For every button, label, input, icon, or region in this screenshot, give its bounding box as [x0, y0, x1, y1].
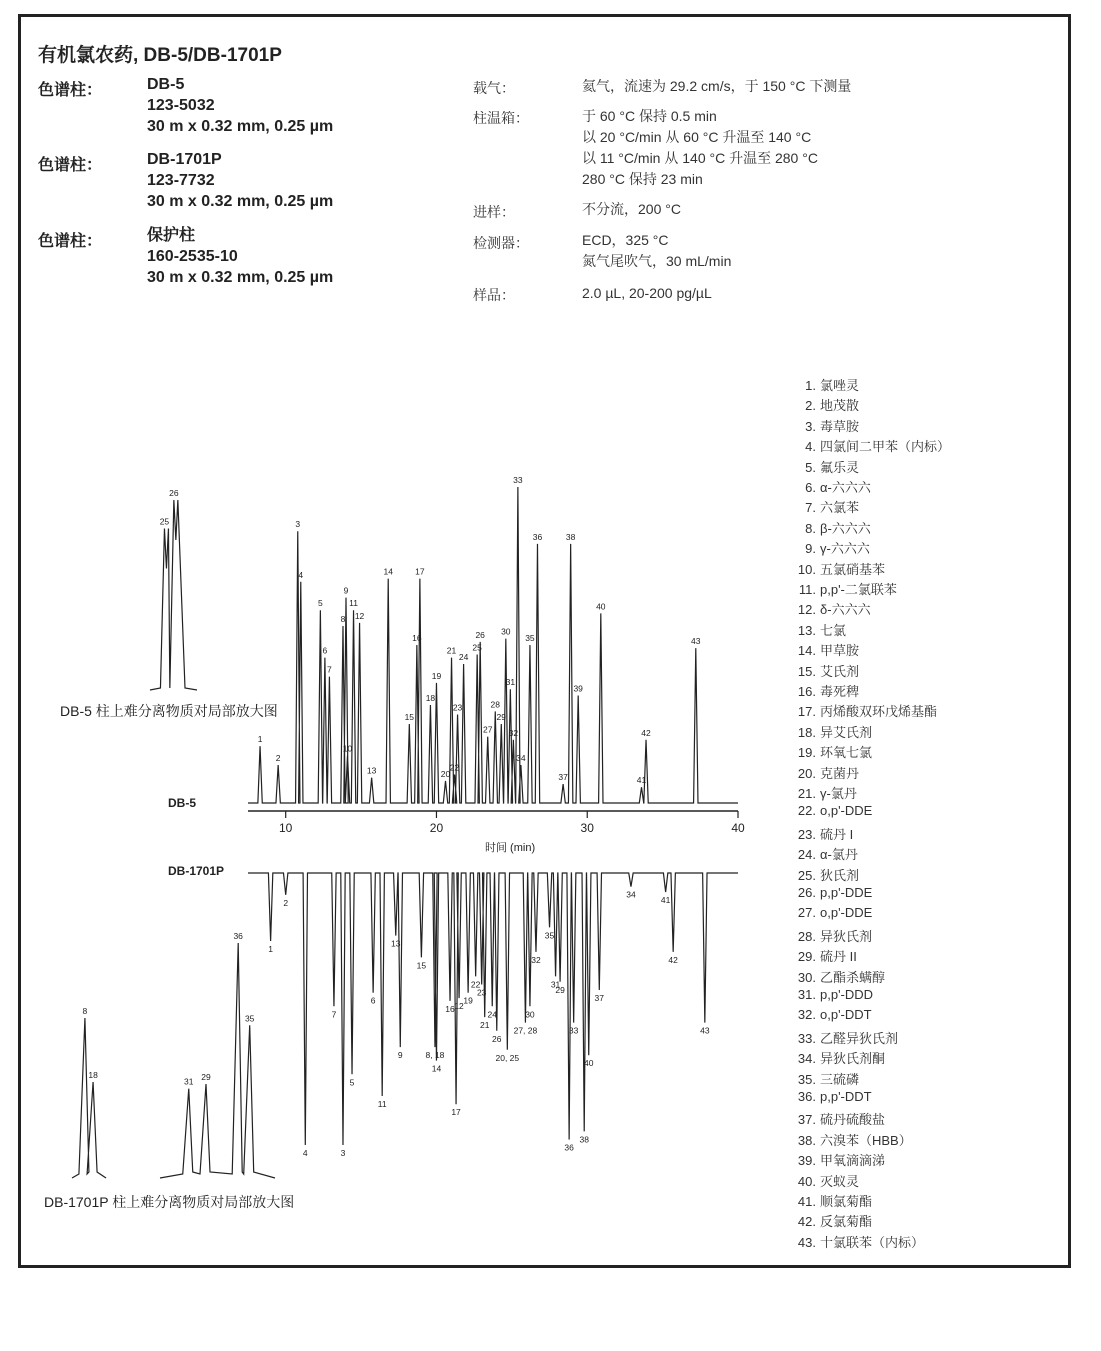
db1701p-peak-label: 41	[660, 895, 671, 906]
db5-peak-label: 16	[412, 633, 422, 643]
legend-number: 15.	[797, 663, 816, 679]
db1701p-peak-label: 11	[377, 1099, 387, 1110]
legend-item	[788, 620, 846, 640]
legend-item	[788, 701, 937, 721]
legend-item	[788, 416, 859, 436]
legend-item	[788, 395, 859, 415]
legend-number: 43.	[797, 1234, 816, 1250]
db1701p-peak-label: 36	[564, 1142, 574, 1153]
legend-compound-name: 艾氏剂	[820, 663, 860, 679]
db1701p-peak-label: 13	[391, 938, 401, 949]
legend-item	[788, 579, 897, 599]
column-label-1: 色谱柱：	[38, 82, 103, 99]
db1701p-inset-peak-label: 36	[233, 931, 243, 941]
legend-item	[788, 1048, 885, 1068]
db1701p-peak-label: 8, 18	[425, 1050, 445, 1061]
condition-line: 以 11 °C/min 从 140 °C 升温至 280 °C	[582, 150, 818, 166]
column-name: 保护柱	[147, 227, 196, 244]
db1701p-peak-label: 38	[579, 1134, 589, 1145]
legend-item	[788, 599, 871, 619]
legend-number: 34.	[797, 1051, 816, 1067]
db5-peak-label: 17	[415, 566, 425, 577]
legend-number: 32.	[797, 1007, 816, 1023]
legend-item	[788, 1191, 872, 1211]
legend-number: 19.	[797, 745, 816, 761]
db1701p-inset-caption: DB-1701P 柱上难分离物质对局部放大图	[44, 1194, 295, 1210]
column-part-number: 123-5032	[147, 97, 215, 114]
legend-compound-name: 甲草胺	[820, 643, 860, 659]
db5-peak-label: 26	[475, 629, 485, 640]
legend-item	[788, 681, 859, 701]
db5-peak-label: 12	[354, 610, 365, 621]
db5-peak-label: 20	[440, 768, 451, 779]
db5-peak-label: 28	[490, 699, 500, 710]
db1701p-peak-label: 33	[568, 1025, 579, 1036]
legend-compound-name: 四氯间二甲苯（内标）	[820, 439, 951, 455]
db1701p-peak-label: 40	[584, 1058, 594, 1069]
db5-peak-label: 10	[342, 743, 353, 754]
db1701p-peak-label: 7	[331, 1009, 337, 1020]
legend-item	[788, 518, 871, 538]
legend-item	[788, 477, 871, 497]
legend-number: 11.	[798, 582, 816, 597]
db1701p-peak-label: 30	[525, 1009, 535, 1020]
db1701p-inset-peak-label: 29	[201, 1072, 211, 1082]
db5-peak-label: 42	[641, 727, 651, 738]
condition-line: 氦气，流速为 29.2 cm/s，于 150 °C 下测量	[582, 78, 852, 94]
db5-peak-label: 27	[482, 724, 493, 735]
db5-peak-label: 41	[636, 775, 647, 786]
legend-item	[788, 783, 857, 803]
legend-number: 29.	[797, 949, 816, 965]
db1701p-inset-trace	[72, 1018, 106, 1178]
db1701p-peak-label: 31	[550, 979, 561, 990]
legend-number: 7.	[805, 500, 816, 516]
legend-compound-name: 环氧七氯	[820, 745, 873, 761]
legend-number: 25.	[797, 867, 816, 883]
db1701p-peak-label: 37	[594, 992, 605, 1003]
legend-compound-name: α-六六六	[820, 480, 871, 495]
legend-item	[788, 967, 885, 987]
legend-compound-name: 十氯联苯（内标）	[820, 1234, 925, 1250]
db5-peak-label: 37	[558, 772, 568, 783]
x-tick-label: 30	[580, 821, 594, 835]
legend-number: 21.	[797, 786, 816, 801]
db5-peak-label: 29	[496, 712, 507, 722]
legend-compound-name: o,p'-DDE	[820, 803, 873, 819]
legend-number: 17.	[797, 704, 816, 720]
db5-peak-label: 24	[458, 651, 469, 662]
legend-item	[788, 1171, 859, 1191]
db1701p-inset-trace	[160, 943, 275, 1178]
legend-item	[788, 375, 859, 395]
legend-number: 27.	[797, 905, 816, 921]
legend-number: 14.	[797, 643, 816, 659]
db1701p-peak-label: 2	[283, 897, 289, 908]
legend-item	[788, 905, 872, 925]
legend-number: 23.	[797, 826, 816, 842]
db1701p-peak-label: 24	[487, 1009, 497, 1020]
legend-number: 1.	[805, 378, 816, 393]
detector-label: 检测器：	[473, 235, 529, 251]
db1701p-peak-label: 3	[340, 1148, 346, 1158]
legend-number: 4.	[805, 439, 816, 455]
column-label-2: 色谱柱：	[38, 157, 103, 174]
legend-number: 20.	[797, 765, 816, 781]
db1701p-peak-label: 9	[397, 1050, 403, 1061]
legend-compound-name: 毒死稗	[820, 684, 860, 699]
column-part-number: 160-2535-10	[147, 248, 238, 265]
db1701p-peak-label: 14	[431, 1063, 442, 1074]
legend-number: 3.	[805, 418, 816, 434]
legend-number: 13.	[797, 622, 816, 638]
db1701p-peak-label: 34	[626, 889, 636, 900]
legend-item	[788, 559, 885, 579]
db5-peak-label: 35	[525, 633, 535, 643]
db1701p-peak-label: 35	[544, 930, 555, 941]
legend-compound-name: 克菌丹	[820, 765, 860, 781]
sample-label: 样品：	[473, 287, 515, 303]
legend-number: 8.	[805, 520, 816, 536]
legend-compound-name: 异狄氏剂酮	[820, 1051, 886, 1067]
db1701p-inset-peak-label: 8	[82, 1006, 88, 1016]
legend-compound-name: 硫丹 I	[820, 826, 854, 842]
db1701p-peak-label: 42	[668, 954, 678, 965]
db5-inset-caption: DB-5 柱上难分离物质对局部放大图	[60, 703, 278, 719]
db1701p-peak-label: 17	[451, 1107, 461, 1118]
legend-number: 2.	[805, 398, 816, 414]
db5-peak-label: 21	[446, 645, 457, 656]
condition-line: 以 20 °C/min 从 60 °C 升温至 140 °C	[582, 129, 812, 145]
legend-compound-name: 丙烯酸双环戊烯基酯	[820, 704, 938, 720]
column-name: DB-5	[147, 76, 185, 93]
legend-number: 39.	[797, 1153, 816, 1169]
legend-number: 22.	[797, 803, 816, 819]
legend-number: 38.	[797, 1132, 816, 1148]
legend-item	[788, 946, 857, 966]
db5-peak-label: 31	[505, 677, 516, 688]
legend-number: 33.	[797, 1030, 816, 1046]
legend-number: 26.	[797, 885, 816, 900]
db5-peak-label: 38	[565, 531, 576, 542]
db5-peak-label: 36	[532, 531, 543, 542]
db5-peak-label: 30	[501, 626, 511, 637]
condition-line: 于 60 °C 保持 0.5 min	[582, 108, 717, 124]
legend-item	[788, 763, 859, 783]
db5-peak-label: 23	[452, 702, 463, 713]
db5-peak-label: 6	[322, 645, 328, 656]
db1701p-peak-label: 21	[479, 1020, 490, 1031]
legend-compound-name: 乙酯杀螨醇	[820, 969, 886, 985]
column-label-3: 色谱柱：	[38, 233, 103, 250]
db5-inset-peak-label: 26	[169, 488, 179, 498]
db1701p-peak-label: 12	[454, 1001, 464, 1012]
db5-peak-label: 14	[383, 566, 393, 577]
legend-compound-name: 毒草胺	[820, 418, 860, 434]
db5-peak-label: 1	[257, 734, 263, 745]
legend-compound-name: o,p'-DDT	[820, 1007, 872, 1023]
legend-item	[788, 1028, 898, 1048]
db1701p-peak-label: 15	[416, 960, 427, 971]
db5-peak-label: 19	[431, 670, 442, 681]
db5-peak-label: 40	[596, 601, 606, 612]
legend-compound-name: β-六六六	[820, 520, 871, 536]
legend-number: 6.	[805, 480, 816, 495]
db1701p-peak-label: 4	[302, 1148, 308, 1158]
db1701p-inset-peak-label: 18	[88, 1070, 98, 1080]
legend-number: 37.	[797, 1112, 816, 1128]
column-dimensions: 30 m x 0.32 mm, 0.25 µm	[147, 269, 334, 286]
legend-compound-name: 氟乐灵	[820, 459, 860, 475]
db1701p-peak-label: 16	[445, 1003, 455, 1014]
carrier-gas-label: 载气：	[473, 80, 515, 96]
db5-trace-line	[248, 487, 738, 803]
legend-item	[788, 926, 872, 946]
db5-peak-label: 11	[349, 598, 358, 609]
column-dimensions: 30 m x 0.32 mm, 0.25 µm	[147, 193, 334, 210]
condition-line: ECD，325 °C	[582, 232, 669, 248]
db5-peak-label: 43	[691, 636, 701, 647]
legend-compound-name: p,p'-DDE	[820, 885, 873, 900]
db1701p-peak-label: 5	[349, 1077, 355, 1088]
legend-number: 24.	[797, 847, 816, 863]
db1701p-chromatogram	[248, 873, 738, 1158]
db5-inset-peak-label: 25	[159, 516, 170, 527]
legend-number: 31.	[797, 987, 816, 1002]
db1701p-inset	[72, 931, 275, 1178]
legend-item	[788, 885, 872, 905]
db5-peak-label: 33	[513, 475, 523, 485]
condition-line: 氮气尾吹气，30 mL/min	[582, 253, 732, 269]
legend-item	[788, 1089, 872, 1109]
db1701p-peak-label: 43	[700, 1025, 710, 1036]
legend-number: 35.	[797, 1071, 816, 1087]
db1701p-peak-label: 6	[370, 995, 376, 1006]
legend-compound-name: 硫丹 II	[820, 949, 857, 965]
db5-inset	[150, 488, 197, 690]
x-axis-label: 时间 (min)	[485, 842, 536, 854]
db5-inset-trace	[150, 500, 197, 690]
legend-item	[788, 1232, 924, 1252]
db1701p-peak-label: 32	[531, 954, 541, 965]
legend-item	[788, 1069, 859, 1089]
db1701p-inset-peak-label: 31	[184, 1076, 194, 1087]
condition-line: 280 °C 保持 23 min	[582, 171, 703, 187]
column-name: DB-1701P	[147, 151, 222, 168]
legend-compound-name: γ-氯丹	[820, 786, 857, 801]
legend-item	[788, 497, 859, 517]
legend-item	[788, 722, 872, 742]
legend-item	[788, 640, 859, 660]
db5-peak-label: 34	[516, 753, 526, 764]
legend-compound-name: 硫丹硫酸盐	[820, 1112, 886, 1128]
legend-item	[788, 824, 853, 844]
db5-trace-label: DB-5	[168, 796, 197, 810]
legend-item	[788, 436, 950, 456]
legend-number: 9.	[805, 541, 816, 557]
legend-compound-name: 六溴苯（HBB）	[820, 1132, 912, 1148]
legend-compound-name: 六氯苯	[820, 500, 860, 516]
legend-item	[788, 1150, 885, 1170]
db1701p-trace-label: DB-1701P	[168, 864, 225, 878]
db5-peak-label: 25	[472, 642, 482, 653]
legend-compound-name: p,p'-DDD	[820, 987, 874, 1002]
db1701p-peak-label: 19	[463, 995, 473, 1006]
db5-peak-label: 13	[366, 765, 377, 776]
column-part-number: 123-7732	[147, 172, 215, 189]
x-tick-label: 20	[429, 821, 444, 835]
x-tick-label: 40	[731, 821, 745, 835]
db5-peak-label: 18	[425, 693, 436, 704]
legend-compound-name: 反氯菊酯	[820, 1214, 873, 1230]
legend-compound-name: p,p'-二氯联苯	[820, 582, 897, 597]
legend-number: 30.	[797, 969, 816, 985]
legend-number: 41.	[797, 1194, 816, 1209]
legend-item	[788, 1007, 872, 1027]
db5-peak-label: 4	[298, 569, 304, 580]
legend-compound-name: 五氯硝基苯	[820, 561, 886, 577]
legend-compound-name: 氯唑灵	[820, 378, 860, 393]
db1701p-peak-label: 27, 28	[513, 1025, 538, 1036]
oven-label: 柱温箱：	[473, 110, 529, 126]
x-tick-label: 10	[279, 821, 293, 835]
legend-item	[788, 538, 870, 558]
db5-peak-label: 7	[327, 664, 332, 675]
legend-item	[788, 1109, 885, 1129]
column-dimensions: 30 m x 0.32 mm, 0.25 µm	[147, 118, 334, 135]
legend-item	[788, 987, 873, 1007]
injection-label: 进样：	[473, 204, 515, 220]
legend-number: 10.	[797, 561, 816, 577]
legend-item	[788, 661, 859, 681]
legend-compound-name: o,p'-DDE	[820, 905, 873, 921]
db1701p-peak-label: 29	[555, 984, 565, 995]
db1701p-peak-label: 1	[268, 944, 273, 954]
condition-line: 2.0 µL, 20-200 pg/µL	[582, 285, 712, 301]
legend-number: 28.	[797, 928, 816, 944]
legend-compound-name: 顺氯菊酯	[820, 1194, 873, 1209]
legend-item	[788, 844, 858, 864]
legend-number: 42.	[797, 1214, 816, 1230]
db5-peak-label: 2	[275, 753, 281, 764]
db1701p-peak-label: 23	[476, 987, 487, 998]
legend-item	[788, 865, 859, 885]
db5-peak-label: 22	[449, 762, 460, 773]
db5-chromatogram	[248, 475, 745, 835]
db5-peak-label: 32	[508, 727, 519, 738]
legend-item	[788, 1211, 872, 1231]
condition-line: 不分流，200 °C	[582, 201, 681, 217]
legend-number: 5.	[805, 459, 816, 475]
page-title: 有机氯农药, DB-5/DB-1701P	[38, 45, 282, 66]
legend-compound-name: 灭蚁灵	[820, 1173, 860, 1189]
legend-item	[788, 1130, 912, 1150]
db1701p-peak-label: 26	[492, 1033, 502, 1044]
legend-compound-name: 甲氧滴滴涕	[820, 1153, 886, 1169]
legend-compound-name: 三硫磷	[820, 1071, 860, 1087]
legend-compound-name: 乙醛异狄氏剂	[820, 1030, 899, 1046]
db1701p-inset-peak-label: 35	[244, 1013, 255, 1024]
legend-number: 18.	[797, 724, 816, 740]
legend-compound-name: 狄氏剂	[820, 867, 860, 883]
db5-peak-label: 9	[343, 585, 349, 596]
legend-number: 12.	[797, 602, 816, 618]
db5-peak-label: 39	[573, 683, 583, 694]
legend-item	[788, 742, 872, 762]
db5-peak-label: 15	[404, 712, 415, 722]
db1701p-peak-label: 22	[470, 979, 481, 990]
db1701p-peak-label: 20, 25	[495, 1052, 520, 1063]
legend-number: 36.	[797, 1089, 816, 1104]
legend-compound-name: γ-六六六	[820, 541, 870, 557]
legend-compound-name: p,p'-DDT	[820, 1089, 872, 1104]
legend-item	[788, 457, 859, 477]
legend-compound-name: 地茂散	[820, 398, 860, 414]
db5-peak-label: 8	[340, 614, 346, 625]
legend-item	[788, 803, 872, 823]
legend-compound-name: 异艾氏剂	[820, 724, 873, 740]
legend-compound-name: δ-六六六	[820, 602, 871, 618]
legend-compound-name: 异狄氏剂	[820, 928, 873, 944]
legend-compound-name: 七氯	[820, 622, 847, 638]
legend-compound-name: α-氯丹	[820, 847, 858, 863]
db5-peak-label: 3	[295, 519, 301, 530]
db5-peak-label: 5	[318, 598, 323, 609]
legend-number: 40.	[797, 1173, 816, 1189]
legend-number: 16.	[797, 684, 816, 699]
